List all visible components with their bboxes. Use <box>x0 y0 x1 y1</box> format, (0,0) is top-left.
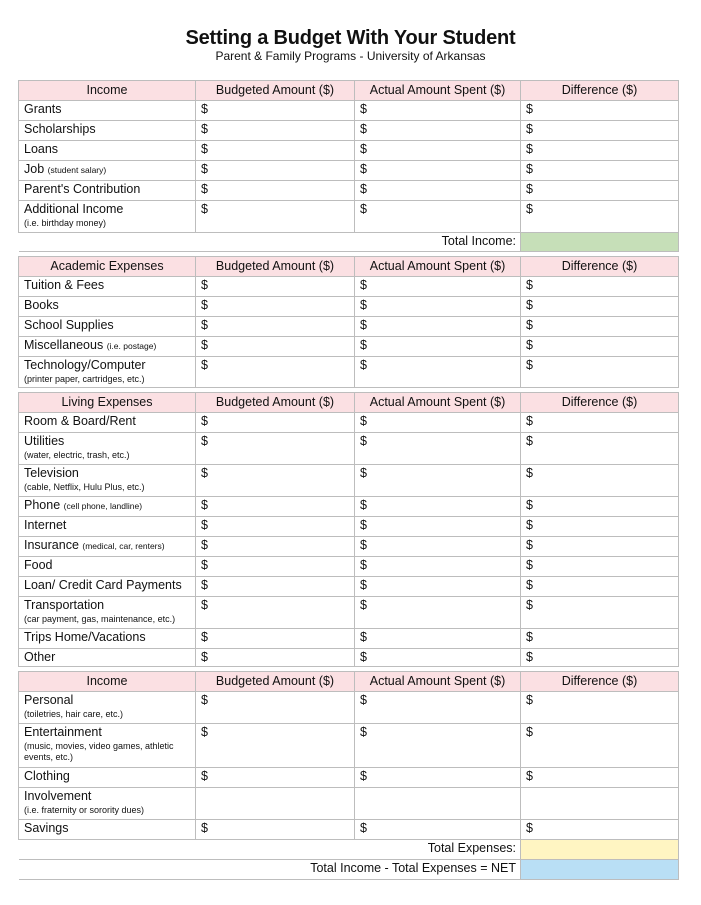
actual-cell[interactable] <box>355 788 521 820</box>
total-expenses-label: Total Expenses: <box>19 840 521 860</box>
net-cell[interactable] <box>521 860 679 880</box>
difference-cell[interactable]: $ <box>521 141 679 161</box>
row-sublabel: (i.e. birthday money) <box>24 218 107 228</box>
personal-header: Income <box>19 672 196 692</box>
difference-cell[interactable]: $ <box>521 121 679 141</box>
table-row <box>19 277 679 297</box>
page-title: Setting a Budget With Your Student <box>185 27 516 49</box>
actual-cell[interactable]: $ <box>355 141 521 161</box>
budgeted-cell[interactable]: $ <box>196 597 355 629</box>
difference-cell[interactable]: $ <box>521 297 679 317</box>
budgeted-header: Budgeted Amount ($) <box>196 81 355 101</box>
actual-cell[interactable]: $ <box>355 317 521 337</box>
budgeted-cell[interactable]: $ <box>196 201 355 233</box>
table-row <box>19 517 679 537</box>
row-label: Entertainment (music, movies, video games, athletic events, etc.) <box>19 724 196 768</box>
table-row <box>19 768 679 788</box>
budgeted-cell[interactable] <box>196 788 355 820</box>
difference-cell[interactable]: $ <box>521 181 679 201</box>
actual-cell[interactable]: $ <box>355 465 521 497</box>
actual-cell[interactable]: $ <box>355 820 521 840</box>
difference-header: Difference ($) <box>521 81 679 101</box>
income-table <box>18 80 679 252</box>
row-label: Food <box>19 557 196 577</box>
table-row <box>19 121 679 141</box>
budgeted-cell[interactable]: $ <box>196 141 355 161</box>
actual-cell[interactable]: $ <box>355 724 521 768</box>
actual-cell[interactable]: $ <box>355 161 521 181</box>
table-row <box>19 629 679 649</box>
row-label: Additional Income (i.e. birthday money) <box>19 201 196 233</box>
academic-table <box>18 256 679 388</box>
actual-cell[interactable]: $ <box>355 357 521 388</box>
difference-cell[interactable]: $ <box>521 465 679 497</box>
row-label: Internet <box>19 517 196 537</box>
actual-header: Actual Amount Spent ($) <box>355 81 521 101</box>
income-header-row <box>19 81 679 101</box>
actual-cell[interactable]: $ <box>355 201 521 233</box>
net-row <box>19 860 679 880</box>
table-row <box>19 141 679 161</box>
table-row <box>19 413 679 433</box>
row-sublabel: (car payment, gas, maintenance, etc.) <box>24 614 176 624</box>
actual-cell[interactable]: $ <box>355 337 521 357</box>
budgeted-cell[interactable]: $ <box>196 161 355 181</box>
row-label: Tuition & Fees <box>19 277 196 297</box>
difference-header: Difference ($) <box>521 257 679 277</box>
row-label: Insurance (medical, car, renters) <box>19 537 196 557</box>
table-row <box>19 181 679 201</box>
actual-cell[interactable]: $ <box>355 649 521 667</box>
table-row <box>19 820 679 840</box>
table-row <box>19 692 679 724</box>
actual-cell[interactable]: $ <box>355 101 521 121</box>
difference-cell[interactable]: $ <box>521 517 679 537</box>
row-sublabel: (i.e. fraternity or sorority dues) <box>24 805 145 815</box>
actual-cell[interactable]: $ <box>355 517 521 537</box>
income-header: Income <box>19 81 196 101</box>
table-row <box>19 649 679 667</box>
table-row <box>19 317 679 337</box>
difference-header: Difference ($) <box>521 393 679 413</box>
row-sublabel: (toiletries, hair care, etc.) <box>24 709 124 719</box>
difference-cell[interactable]: $ <box>521 497 679 517</box>
row-sublabel: (water, electric, trash, etc.) <box>24 450 130 460</box>
actual-cell[interactable]: $ <box>355 577 521 597</box>
living-header-row <box>19 393 679 413</box>
page-subtitle: Parent & Family Programs - University of Arkansas <box>215 49 486 63</box>
difference-cell[interactable]: $ <box>521 337 679 357</box>
actual-cell[interactable]: $ <box>355 557 521 577</box>
total-income-row <box>19 233 679 252</box>
table-row <box>19 577 679 597</box>
actual-cell[interactable]: $ <box>355 597 521 629</box>
budgeted-cell[interactable]: $ <box>196 413 355 433</box>
difference-cell[interactable]: $ <box>521 277 679 297</box>
actual-cell[interactable]: $ <box>355 537 521 557</box>
table-row <box>19 557 679 577</box>
budgeted-cell[interactable]: $ <box>196 820 355 840</box>
difference-cell[interactable]: $ <box>521 557 679 577</box>
actual-header: Actual Amount Spent ($) <box>355 672 521 692</box>
row-label: School Supplies <box>19 317 196 337</box>
table-row <box>19 597 679 629</box>
budgeted-cell[interactable]: $ <box>196 537 355 557</box>
table-row <box>19 201 679 233</box>
difference-cell[interactable]: $ <box>521 692 679 724</box>
difference-cell[interactable]: $ <box>521 649 679 667</box>
row-label: Grants <box>19 101 196 121</box>
actual-cell[interactable]: $ <box>355 277 521 297</box>
row-sublabel: (cable, Netflix, Hulu Plus, etc.) <box>24 482 145 492</box>
table-row <box>19 357 679 388</box>
row-sublabel: (music, movies, video games, athletic events, etc.) <box>24 741 174 762</box>
page-header <box>0 0 701 63</box>
budgeted-cell[interactable]: $ <box>196 577 355 597</box>
row-label: Involvement (i.e. fraternity or sorority dues) <box>19 788 196 820</box>
budgeted-cell[interactable]: $ <box>196 497 355 517</box>
budgeted-header: Budgeted Amount ($) <box>196 393 355 413</box>
total-income-label: Total Income: <box>19 233 521 252</box>
row-label: Parent's Contribution <box>19 181 196 201</box>
table-row <box>19 788 679 820</box>
budgeted-cell[interactable]: $ <box>196 181 355 201</box>
budgeted-cell[interactable]: $ <box>196 517 355 537</box>
budgeted-cell[interactable]: $ <box>196 465 355 497</box>
row-label: Trips Home/Vacations <box>19 629 196 649</box>
actual-cell[interactable]: $ <box>355 692 521 724</box>
difference-header: Difference ($) <box>521 672 679 692</box>
budgeted-cell[interactable]: $ <box>196 649 355 667</box>
budgeted-cell[interactable]: $ <box>196 277 355 297</box>
row-label: Personal (toiletries, hair care, etc.) <box>19 692 196 724</box>
total-income-cell[interactable] <box>521 233 679 252</box>
table-row <box>19 297 679 317</box>
difference-cell[interactable]: $ <box>521 768 679 788</box>
budgeted-cell[interactable]: $ <box>196 317 355 337</box>
row-label: Other <box>19 649 196 667</box>
budgeted-cell[interactable]: $ <box>196 337 355 357</box>
row-label: Transportation (car payment, gas, maintenance, etc.) <box>19 597 196 629</box>
difference-cell[interactable]: $ <box>521 317 679 337</box>
budgeted-cell[interactable]: $ <box>196 724 355 768</box>
row-label: Utilities (water, electric, trash, etc.) <box>19 433 196 465</box>
budgeted-cell[interactable]: $ <box>196 297 355 317</box>
row-label: Clothing <box>19 768 196 788</box>
difference-cell[interactable]: $ <box>521 629 679 649</box>
row-label: Books <box>19 297 196 317</box>
row-label: Television (cable, Netflix, Hulu Plus, etc.) <box>19 465 196 497</box>
difference-cell[interactable]: $ <box>521 577 679 597</box>
personal-header-row <box>19 672 679 692</box>
living-table <box>18 392 679 667</box>
budgeted-cell[interactable]: $ <box>196 433 355 465</box>
net-label: Total Income - Total Expenses = NET <box>19 860 521 880</box>
table-row <box>19 724 679 768</box>
table-row <box>19 161 679 181</box>
difference-cell[interactable]: $ <box>521 820 679 840</box>
budgeted-cell[interactable]: $ <box>196 357 355 388</box>
row-label: Miscellaneous (i.e. postage) <box>19 337 196 357</box>
table-row <box>19 337 679 357</box>
difference-cell[interactable]: $ <box>521 433 679 465</box>
difference-cell[interactable]: $ <box>521 537 679 557</box>
actual-cell[interactable]: $ <box>355 433 521 465</box>
difference-cell[interactable]: $ <box>521 161 679 181</box>
table-row <box>19 497 679 517</box>
row-label: Savings <box>19 820 196 840</box>
row-note: (i.e. postage) <box>106 341 157 351</box>
actual-cell[interactable]: $ <box>355 413 521 433</box>
total-expenses-cell[interactable] <box>521 840 679 860</box>
actual-cell[interactable]: $ <box>355 297 521 317</box>
difference-cell[interactable] <box>521 788 679 820</box>
personal-table <box>18 671 679 880</box>
academic-header: Academic Expenses <box>19 257 196 277</box>
budgeted-cell[interactable]: $ <box>196 121 355 141</box>
actual-header: Actual Amount Spent ($) <box>355 393 521 413</box>
difference-cell[interactable]: $ <box>521 724 679 768</box>
table-row <box>19 433 679 465</box>
total-expenses-row <box>19 840 679 860</box>
budgeted-cell[interactable]: $ <box>196 692 355 724</box>
living-header: Living Expenses <box>19 393 196 413</box>
difference-cell[interactable]: $ <box>521 201 679 233</box>
row-label: Loans <box>19 141 196 161</box>
row-label: Technology/Computer (printer paper, cartridges, etc.) <box>19 357 196 388</box>
budgeted-cell[interactable]: $ <box>196 557 355 577</box>
difference-cell[interactable]: $ <box>521 357 679 388</box>
actual-cell[interactable]: $ <box>355 497 521 517</box>
budgeted-header: Budgeted Amount ($) <box>196 257 355 277</box>
difference-cell[interactable]: $ <box>521 413 679 433</box>
actual-header: Actual Amount Spent ($) <box>355 257 521 277</box>
row-label: Phone (cell phone, landline) <box>19 497 196 517</box>
actual-cell[interactable]: $ <box>355 121 521 141</box>
row-note: (student salary) <box>47 165 107 175</box>
budgeted-cell[interactable]: $ <box>196 768 355 788</box>
table-row <box>19 465 679 497</box>
difference-cell[interactable]: $ <box>521 597 679 629</box>
budgeted-header: Budgeted Amount ($) <box>196 672 355 692</box>
row-label: Scholarships <box>19 121 196 141</box>
row-label: Loan/ Credit Card Payments <box>19 577 196 597</box>
actual-cell[interactable]: $ <box>355 629 521 649</box>
row-label: Room & Board/Rent <box>19 413 196 433</box>
budgeted-cell[interactable]: $ <box>196 629 355 649</box>
table-row <box>19 537 679 557</box>
row-note: (medical, car, renters) <box>82 541 165 551</box>
difference-cell[interactable]: $ <box>521 101 679 121</box>
actual-cell[interactable]: $ <box>355 768 521 788</box>
table-row <box>19 101 679 121</box>
row-sublabel: (printer paper, cartridges, etc.) <box>24 374 145 384</box>
row-note: (cell phone, landline) <box>63 501 143 511</box>
budgeted-cell[interactable]: $ <box>196 101 355 121</box>
actual-cell[interactable]: $ <box>355 181 521 201</box>
row-label: Job (student salary) <box>19 161 196 181</box>
academic-header-row <box>19 257 679 277</box>
